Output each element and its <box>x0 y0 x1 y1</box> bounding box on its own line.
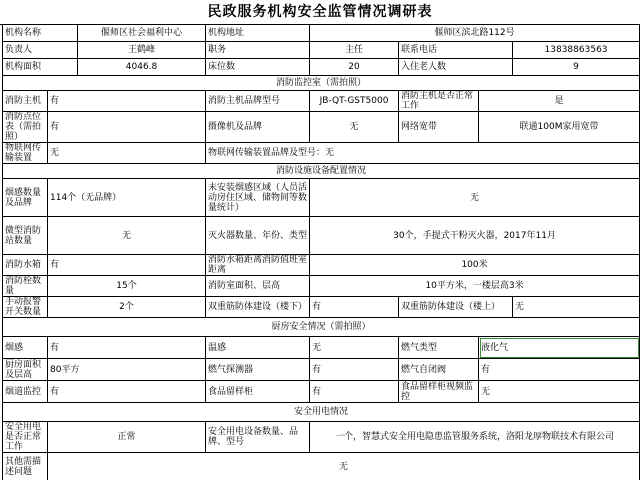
camera-label[interactable]: 摄像机及品牌 <box>206 112 310 143</box>
other-issue-value[interactable]: 无 <box>48 453 640 480</box>
table-row <box>3 25 640 42</box>
beds-label[interactable]: 床位数 <box>206 59 310 76</box>
table-row <box>3 359 640 381</box>
table-row <box>3 217 640 255</box>
cabinet-monitor-label[interactable]: 食品留样柜视频监控 <box>399 381 479 403</box>
point-table-label[interactable]: 消防点位表（需拍照） <box>3 112 48 143</box>
uninstalled-area-value[interactable]: 无 <box>310 179 640 217</box>
survey-table <box>2 24 640 480</box>
section-electric[interactable]: 安全用电情况 <box>3 403 640 422</box>
kitchen-smoke-label[interactable]: 烟感 <box>3 337 48 359</box>
section-fire-control-room[interactable]: 消防监控室（需拍照） <box>3 76 640 91</box>
beds-value[interactable]: 20 <box>310 59 399 76</box>
residents-label[interactable]: 入住老人数 <box>399 59 513 76</box>
residents-value[interactable]: 9 <box>513 59 640 76</box>
smoke-count-label[interactable]: 烟感数量及品牌 <box>3 179 48 217</box>
kitchen-area-value[interactable]: 80平方 <box>48 359 206 381</box>
barrier-downstairs-label[interactable]: 双重筋防体建设（楼下） <box>206 297 310 318</box>
gas-valve-label[interactable]: 燃气自闭阀 <box>399 359 479 381</box>
electric-device-label[interactable]: 安全用电设备数量、品牌、型号 <box>206 422 310 453</box>
hydrant-distance-label[interactable]: 消防水箱距离消防值班室距离 <box>206 255 310 276</box>
hydrant-label[interactable]: 消防水箱 <box>3 255 48 276</box>
electric-device-value[interactable]: 一个，智慧式安全用电隐患监管服务系统，洛阳龙厚物联技术有限公司 <box>310 422 640 453</box>
camera-value[interactable]: 无 <box>310 112 399 143</box>
iot-brand-label: 物联网传输装置品牌及型号： <box>208 148 326 158</box>
page-title: 民政服务机构安全监管情况调研表 <box>0 0 640 25</box>
extinguisher-value[interactable]: 30个，手提式干粉灭火器，2017年11月 <box>310 217 640 255</box>
org-name-value[interactable]: 偃师区社会福利中心 <box>78 25 206 42</box>
kitchen-temp-label[interactable]: 温感 <box>206 337 310 359</box>
fire-host-normal-value[interactable]: 是 <box>479 91 640 112</box>
iot-brand-cell[interactable] <box>206 143 640 164</box>
section-row <box>3 76 640 91</box>
iot-device-value[interactable]: 无 <box>48 143 206 164</box>
table-row <box>3 143 640 164</box>
phone-label[interactable]: 联系电话 <box>399 42 513 59</box>
alarm-switch-value[interactable]: 2个 <box>48 297 206 318</box>
gas-valve-value[interactable]: 有 <box>479 359 640 381</box>
smoke-count-value[interactable]: 114个（无品牌） <box>48 179 206 217</box>
food-cabinet-value[interactable]: 有 <box>310 381 399 403</box>
gas-detector-label[interactable]: 燃气探测器 <box>206 359 310 381</box>
mini-station-label[interactable]: 微型消防站数量 <box>3 217 48 255</box>
food-cabinet-label[interactable]: 食品留样柜 <box>206 381 310 403</box>
section-row <box>3 164 640 179</box>
section-kitchen[interactable]: 厨房安全情况（需拍照） <box>3 318 640 337</box>
table-row <box>3 112 640 143</box>
flue-monitor-value[interactable]: 有 <box>48 381 206 403</box>
gas-type-label[interactable]: 燃气类型 <box>399 337 479 359</box>
iot-brand-value: 无 <box>325 148 335 158</box>
table-row <box>3 453 640 480</box>
mini-station-value[interactable]: 无 <box>48 217 206 255</box>
area-value[interactable]: 4046.8 <box>78 59 206 76</box>
alarm-switch-label[interactable]: 手动报警开关数量 <box>3 297 48 318</box>
manager-label[interactable]: 负责人 <box>3 42 78 59</box>
table-row <box>3 381 640 403</box>
plug-count-label[interactable]: 消防栓数量 <box>3 276 48 297</box>
area-label[interactable]: 机构面积 <box>3 59 78 76</box>
kitchen-temp-value[interactable]: 无 <box>310 337 399 359</box>
point-table-value[interactable]: 有 <box>48 112 206 143</box>
table-row <box>3 297 640 318</box>
fire-host-value[interactable]: 有 <box>48 91 206 112</box>
plug-count-value[interactable]: 15个 <box>48 276 206 297</box>
cabinet-monitor-value[interactable]: 无 <box>479 381 640 403</box>
table-row <box>3 179 640 217</box>
position-label[interactable]: 职务 <box>206 42 310 59</box>
electric-normal-value[interactable]: 正常 <box>48 422 206 453</box>
table-row <box>3 337 640 359</box>
fire-host-label[interactable]: 消防主机 <box>3 91 48 112</box>
table-row <box>3 42 640 59</box>
table-row <box>3 276 640 297</box>
kitchen-area-label[interactable]: 厨房面积及层高 <box>3 359 48 381</box>
table-row <box>3 59 640 76</box>
fire-host-normal-label[interactable]: 消防主机是否正常工作 <box>399 91 479 112</box>
phone-value[interactable]: 13838863563 <box>513 42 640 59</box>
table-row <box>3 422 640 453</box>
section-row <box>3 403 640 422</box>
network-label[interactable]: 网络宽带 <box>399 112 479 143</box>
iot-device-label[interactable]: 物联网传输装置 <box>3 143 48 164</box>
position-value[interactable]: 主任 <box>310 42 399 59</box>
kitchen-smoke-value[interactable]: 有 <box>48 337 206 359</box>
gas-type-value[interactable]: 液化气 <box>479 337 640 359</box>
address-value[interactable]: 偃师区滨北路112号 <box>310 25 640 42</box>
hydrant-value[interactable]: 有 <box>48 255 206 276</box>
uninstalled-area-label[interactable]: 未安装烟感区域（人员活动房住区域、储物间等数量统计） <box>206 179 310 217</box>
section-row <box>3 318 640 337</box>
control-room-area-value[interactable]: 10平方米，一楼层高3米 <box>310 276 640 297</box>
other-issue-label[interactable]: 其他需描述问题 <box>3 453 48 480</box>
barrier-upstairs-label[interactable]: 双重筋防体建设（楼上） <box>399 297 513 318</box>
extinguisher-label[interactable]: 灭火器数量、年份、类型 <box>206 217 310 255</box>
control-room-area-label[interactable]: 消防室面积、层高 <box>206 276 310 297</box>
network-value[interactable]: 联通100M家用宽带 <box>479 112 640 143</box>
fire-host-brand-label[interactable]: 消防主机品牌型号 <box>206 91 310 112</box>
gas-detector-value[interactable]: 有 <box>310 359 399 381</box>
section-fire-equipment[interactable]: 消防设施设备配置情况 <box>3 164 640 179</box>
org-name-label[interactable]: 机构名称 <box>3 25 78 42</box>
electric-normal-label[interactable]: 安全用电是否正常工作 <box>3 422 48 453</box>
fire-host-brand-value[interactable]: JB-QT-GST5000 <box>310 91 399 112</box>
table-row <box>3 91 640 112</box>
barrier-upstairs-value[interactable]: 无 <box>513 297 640 318</box>
flue-monitor-label[interactable]: 烟道监控 <box>3 381 48 403</box>
manager-value[interactable]: 王鹤峰 <box>78 42 206 59</box>
address-label[interactable]: 机构地址 <box>206 25 310 42</box>
hydrant-distance-value[interactable]: 100米 <box>310 255 640 276</box>
table-row <box>3 255 640 276</box>
barrier-downstairs-value[interactable]: 有 <box>310 297 399 318</box>
